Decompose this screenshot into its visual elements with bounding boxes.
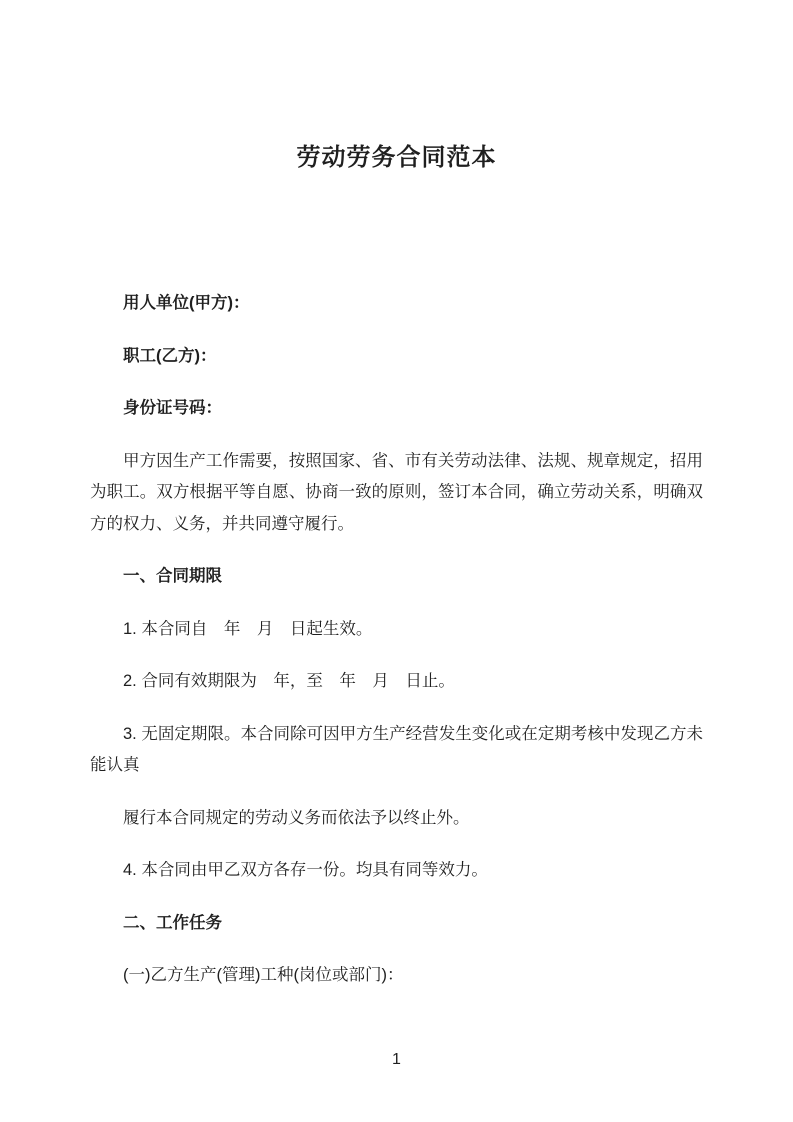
preamble-paragraph: 甲方因生产工作需要，按照国家、省、市有关劳动法律、法规、规章规定，招用 为职工。双方根据平等自愿、协商一致的原则，签订本合同，确立劳动关系，明确双方的权力、义务，并共同遵守履行。 xyxy=(90,451,720,533)
clause-2-1: (一)乙方生产(管理)工种(岗位或部门)： xyxy=(123,966,404,984)
page-number: 1 xyxy=(392,1051,401,1068)
section-2-heading: 二、工作任务 xyxy=(123,913,222,932)
party-b-label: 职工(乙方)： xyxy=(123,346,217,365)
clause-1-3-continuation: 履行本合同规定的劳动义务而依法予以终止外。 xyxy=(123,808,470,827)
clause-1-2: 2. 合同有效期限为 年，至 年 月 日止。 xyxy=(123,672,455,690)
clause-1-4: 4. 本合同由甲乙双方各存一份。均具有同等效力。 xyxy=(123,861,488,879)
document-title: 劳动劳务合同范本 xyxy=(296,144,497,171)
clause-1-1: 1. 本合同自 年 月 日起生效。 xyxy=(123,619,373,638)
party-a-label: 用人单位(甲方)： xyxy=(123,294,250,312)
section-1-heading: 一、合同期限 xyxy=(123,567,222,585)
clause-1-3: 3. 无固定期限。本合同除可因甲方生产经营发生变化或在定期考核中发现乙方未能认真 xyxy=(90,724,703,774)
id-number-label: 身份证号码： xyxy=(123,399,222,417)
document-body xyxy=(90,288,720,992)
